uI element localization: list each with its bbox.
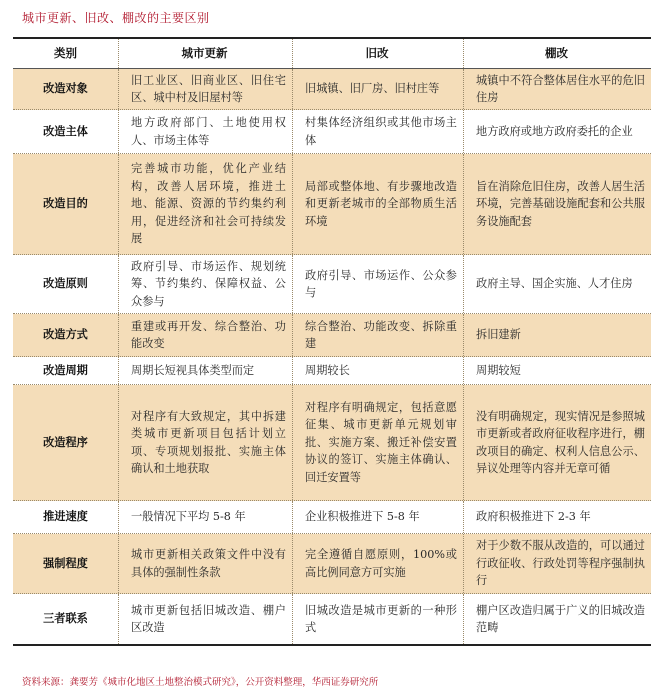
cell-urban-renewal: 重建或再开发、综合整治、功能改变 — [118, 314, 292, 356]
row-category: 改造原则 — [43, 276, 88, 291]
cell-old-renovation: 局部或整体地、有步骤地改造和更新老城市的全部物质生活环境 — [292, 154, 463, 254]
cell-old-renovation: 综合整治、功能改变、拆除重建 — [292, 314, 463, 356]
source-note: 资料来源：龚要芳《城市化地区土地整治模式研究》，公开资料整理，华西证券研究所 — [22, 677, 379, 688]
table-row — [13, 501, 651, 534]
row-category: 改造周期 — [43, 362, 88, 377]
cell-old-renovation: 企业积极推进下 5-8 年 — [292, 501, 463, 533]
cell-shanty-renovation: 城镇中不符合整体居住水平的危旧住房 — [463, 69, 651, 109]
cell-urban-renewal: 政府引导、市场运作、规划统筹、节约集约、保障权益、公众参与 — [118, 255, 292, 313]
row-category: 改造程序 — [43, 434, 88, 449]
table-row — [13, 69, 651, 110]
header-urban-renewal: 城市更新 — [118, 39, 292, 68]
cell-old-renovation: 周期较长 — [292, 357, 463, 384]
row-category: 三者联系 — [43, 611, 88, 626]
cell-urban-renewal: 周期长短视具体类型而定 — [118, 357, 292, 384]
cell-shanty-renovation: 对于少数不服从改造的，可以通过行政征收、行政处罚等程序强制执行 — [463, 534, 651, 593]
cell-shanty-renovation: 棚户区改造归属于广义的旧城改造范畴 — [463, 594, 651, 644]
table-row — [13, 314, 651, 357]
table-row — [13, 255, 651, 314]
table-title: 城市更新、旧改、棚改的主要区别 — [22, 11, 210, 25]
cell-old-renovation: 对程序有明确规定，包括意愿征集、城市更新单元规划审批、实施方案、搬迁补偿安置协议的签订、实施主体确认、回迁安置等 — [292, 385, 463, 500]
cell-shanty-renovation: 旨在消除危旧住房，改善人居生活环境，完善基础设施配套和公共服务设施配套 — [463, 154, 651, 254]
cell-shanty-renovation: 没有明确规定，现实情况是参照城市更新或者政府征收程序进行，棚改项目的确定、权利人信息公示、异议处理等内容并无章可循 — [463, 385, 651, 500]
cell-urban-renewal: 对程序有大致规定，其中拆建类城市更新项目包括计划立项、专项规划报批、实施主体确认和土地获取 — [118, 385, 292, 500]
cell-urban-renewal: 城市更新包括旧城改造、棚户区改造 — [118, 594, 292, 644]
header-shanty-renovation: 棚改 — [463, 39, 651, 68]
cell-shanty-renovation: 政府主导、国企实施、人才住房 — [463, 255, 651, 313]
row-category: 改造对象 — [43, 81, 88, 96]
cell-shanty-renovation: 政府积极推进下 2-3 年 — [463, 501, 651, 533]
header-category: 类别 — [54, 45, 77, 60]
cell-shanty-renovation: 周期较短 — [463, 357, 651, 384]
cell-old-renovation: 政府引导、市场运作、公众参与 — [292, 255, 463, 313]
row-category: 改造目的 — [43, 196, 88, 211]
row-category: 改造主体 — [43, 123, 88, 138]
cell-urban-renewal: 城市更新相关政策文件中没有具体的强制性条款 — [118, 534, 292, 593]
cell-old-renovation: 村集体经济组织或其他市场主体 — [292, 110, 463, 153]
comparison-table — [13, 37, 651, 646]
header-old-renovation: 旧改 — [292, 39, 463, 68]
cell-shanty-renovation: 拆旧建新 — [463, 314, 651, 356]
cell-old-renovation: 旧城镇、旧厂房、旧村庄等 — [292, 69, 463, 109]
table-row — [13, 357, 651, 385]
table-row — [13, 534, 651, 594]
cell-urban-renewal: 一般情况下平均 5-8 年 — [118, 501, 292, 533]
cell-urban-renewal: 完善城市功能，优化产业结构，改善人居环境，推进土地、能源、资源的节约集约利用，促进经济和社会可持续发展 — [118, 154, 292, 254]
cell-shanty-renovation: 地方政府或地方政府委托的企业 — [463, 110, 651, 153]
cell-urban-renewal: 旧工业区、旧商业区、旧住宅区、城中村及旧屋村等 — [118, 69, 292, 109]
row-category: 改造方式 — [43, 327, 88, 342]
table-row — [13, 110, 651, 154]
row-category: 强制程度 — [43, 555, 88, 570]
table-row — [13, 154, 651, 255]
table-row — [13, 385, 651, 501]
table-header-row — [13, 39, 651, 69]
cell-old-renovation: 旧城改造是城市更新的一种形式 — [292, 594, 463, 644]
cell-urban-renewal: 地方政府部门、土地使用权人、市场主体等 — [118, 110, 292, 153]
table-row — [13, 594, 651, 644]
row-category: 推进速度 — [43, 509, 88, 524]
cell-old-renovation: 完全遵循自愿原则，100%或高比例同意方可实施 — [292, 534, 463, 593]
